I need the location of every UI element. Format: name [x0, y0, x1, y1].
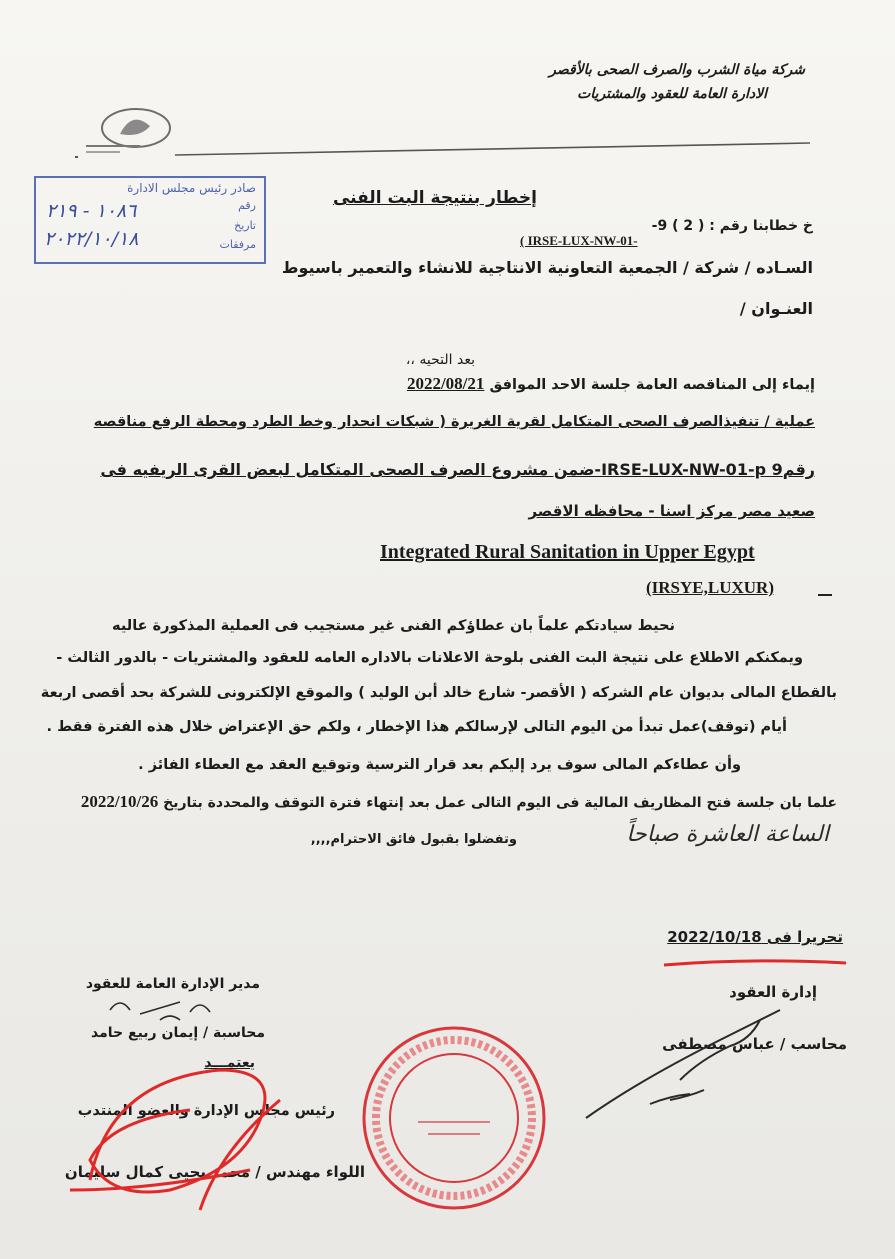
reference-code: ( IRSE-LUX-NW-01- — [520, 233, 638, 248]
program-name: Integrated Rural Sanitation in Upper Egypt — [380, 541, 755, 563]
body-line-2: عملية / تنفيذالصرف الصحى المتكامل لقرية الغريرة ( شبكات انحدار وخط الطرد ومحطة الرفع مناقصه — [93, 414, 815, 430]
chairman-title: رئيس مجلس الإدارة والعضو المنتدب — [77, 1103, 335, 1119]
stamp-number-label: رقم — [238, 199, 256, 212]
paragraph-2: ويمكنكم الاطلاع على نتيجة البت الفنى بلوحة الاعلانات بالاداره العامه للعقود والمشتريات - بالدور الثالث - — [56, 650, 803, 666]
addressee: السـاده / شركة / الجمعية التعاونية الانتاجية للانشاء والتعمير باسيوط — [281, 258, 813, 277]
stamp-number: ١٠٨٦ - ٢١٩ — [46, 200, 137, 222]
financial-session-text: علما بان جلسة فتح المظاريف المالية فى اليوم التالى عمل بعد إنتهاء فترة التوقف والمحددة بتاريخ — [163, 795, 837, 811]
tender-session-date: 2022/08/21 — [406, 374, 485, 393]
left-accountant: محاسبة / إيمان ربيع حامد — [91, 1025, 265, 1041]
chairman-signature — [50, 1040, 310, 1230]
greeting: بعد التحيه ،، — [405, 352, 475, 368]
company-seal — [358, 1022, 550, 1214]
closing-line: وتفضلوا بقبول فائق الاحترام,,,, — [310, 832, 517, 847]
stamp-attachments-label: مرفقات — [219, 238, 256, 251]
stamp-date: ٢٠٢٢/١٠/١٨ — [44, 228, 139, 250]
body-line-1 — [407, 374, 815, 394]
manager-initials — [100, 990, 230, 1030]
body-line-4: صعيد مصر مركز اسنا - محافظه الاقصر — [528, 502, 815, 520]
outgoing-stamp — [34, 176, 266, 264]
tender-session-text: إيماء إلى المناقصه العامة جلسة الاحد الموافق — [489, 377, 815, 393]
paragraph-4: أيام (توقف)عمل تبدأ من اليوم التالى لإرسالكم هذا الإخطار ، ولكم حق الإعتراض خلال هذه الفترة فقط . — [46, 719, 787, 735]
financial-session-date: 2022/10/26 — [80, 792, 159, 811]
paragraph-3: بالقطاع المالى بديوان عام الشركه ( الأقصر- شارع خالد أبن الوليد ) والموقع الإلكترونى للشركة بحد أقصى اربعة — [40, 685, 837, 701]
program-code-dash — [818, 594, 832, 596]
manager-title: مدير الإدارة العامة للعقود — [85, 976, 260, 992]
chairman-name: اللواء مهندس / محمد يحيى كمال سليمان — [64, 1163, 365, 1181]
issue-date: تحريرا فى 2022/10/18 — [667, 928, 843, 946]
body-line-3: رقم9 IRSE-LUX-NW-01-p-ضمن مشروع الصرف الصحى المتكامل لبعض القرى الريفيه فى — [100, 460, 815, 479]
program-code: (IRSYE,LUXUR) — [646, 578, 774, 597]
stamp-date-label: تاريخ — [234, 219, 256, 232]
right-accountant: محاسب / عباس مصطفى — [662, 1035, 847, 1053]
paragraph-1: نحيط سيادتكم علماً بان عطاؤكم الفنى غير مستجيب فى العملية المذكورة عاليه — [112, 618, 675, 634]
department-name: الادارة العامة للعقود والمشتريات — [577, 86, 767, 102]
approved-label: يعتمـــد — [204, 1055, 255, 1071]
contracts-dept: إدارة العقود — [729, 983, 817, 1001]
reference-label: خ خطابنا رقم : ( 2 ) 9- — [651, 218, 813, 234]
address-label: العنـوان / — [739, 299, 813, 318]
letter-reference — [652, 218, 813, 234]
company-name: شركة مياة الشرب والصرف الصحى بالأقصر — [549, 62, 805, 78]
paragraph-5: وأن عطاءكم المالى سوف يرد إليكم بعد قرار الترسية وتوقيع العقد مع العطاء الفائز . — [138, 757, 741, 773]
paragraph-6 — [81, 792, 837, 812]
subject-title: إخطار بنتيجة البت الفنى — [332, 188, 537, 208]
stamp-title: صادر رئيس مجلس الادارة — [127, 181, 256, 195]
handwritten-time: الساعة العاشرة صباحاً — [626, 822, 829, 847]
header-rule — [0, 138, 895, 168]
red-underline — [660, 955, 850, 971]
right-signature — [580, 1000, 800, 1130]
